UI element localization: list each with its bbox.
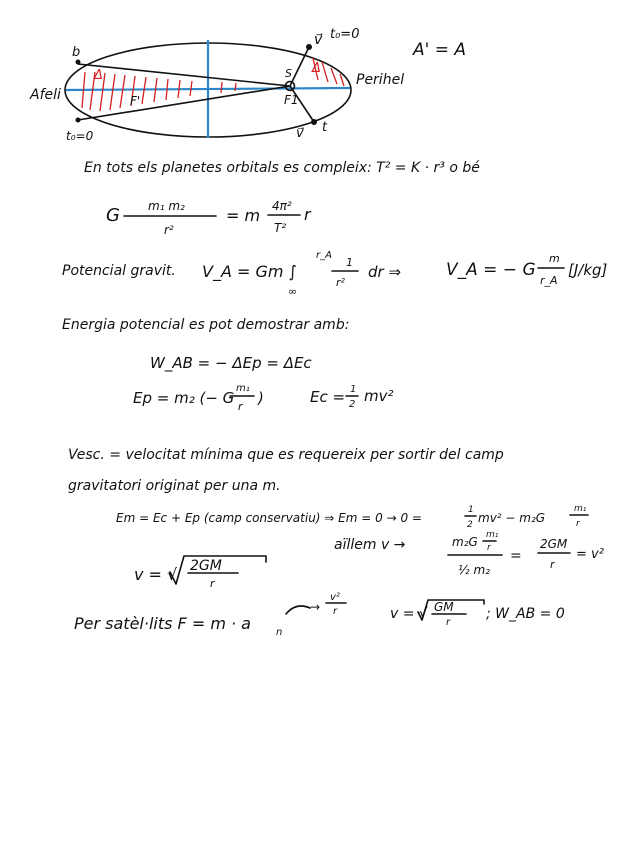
svg-text:; W_AB = 0: ; W_AB = 0 — [486, 606, 565, 622]
svg-text:v = √: v = √ — [134, 565, 178, 584]
label-velocity-bottom: v⃗ — [296, 126, 304, 141]
svg-text:aïllem v →: aïllem v → — [334, 537, 406, 553]
svg-text:r: r — [487, 543, 491, 553]
svg-text:r²: r² — [336, 276, 345, 289]
orbital-velocity — [390, 600, 565, 628]
svg-text:V_A = Gm ∫: V_A = Gm ∫ — [202, 262, 297, 281]
svg-text:m₁: m₁ — [486, 530, 499, 540]
svg-text:Potencial gravit.: Potencial gravit. — [62, 263, 176, 279]
label-t0-left: t₀=0 — [66, 129, 94, 143]
svg-text:1: 1 — [350, 384, 357, 395]
major-axis — [66, 88, 350, 90]
label-sun: S — [285, 67, 292, 80]
escape-velocity-root — [134, 556, 266, 590]
label-area-right: Δ — [312, 61, 321, 76]
svg-text:½ m₂: ½ m₂ — [458, 563, 490, 577]
svg-text:mv² − m₂G: mv² − m₂G — [478, 511, 546, 525]
svg-text:2: 2 — [349, 399, 356, 410]
planet-position-bottom-left — [76, 118, 81, 123]
area-hatch-left — [78, 64, 290, 120]
svg-text:∞: ∞ — [288, 285, 298, 298]
ep-ec-equations — [133, 383, 394, 413]
label-t0-top: t₀=0 — [330, 27, 360, 42]
svg-text:r: r — [238, 400, 243, 413]
work-equation: W_AB = − ΔEp = ΔEc — [150, 354, 312, 372]
svg-text:4π²: 4π² — [272, 199, 292, 213]
label-focus: F1 — [284, 93, 299, 107]
energy-heading: Energia potencial es pot demostrar amb: — [62, 317, 350, 333]
svg-text:G: G — [106, 205, 120, 226]
svg-text:v = √: v = √ — [390, 606, 428, 622]
svg-text:r_A: r_A — [540, 274, 558, 287]
svg-text:Em = Ec + Ep (camp conservatiu: Em = Ec + Ep (camp conservatiu) ⇒ Em = 0 → 0 = — [116, 511, 422, 525]
svg-text:[J/kg]: [J/kg] — [568, 261, 608, 279]
escape-velocity-definition: Vesc. = velocitat mínima que es requereix per sortir del camp — [68, 447, 504, 463]
svg-text:V_A = − G: V_A = − G — [446, 260, 536, 280]
svg-text:m: m — [549, 252, 560, 265]
svg-text:): ) — [258, 389, 264, 407]
svg-text:r_A: r_A — [316, 250, 332, 261]
svg-text:mv²: mv² — [364, 387, 394, 405]
label-velocity-top: v⃗ — [314, 32, 323, 48]
svg-text:m₁ m₂: m₁ m₂ — [148, 199, 185, 213]
svg-text:1: 1 — [468, 505, 474, 515]
svg-text:1: 1 — [346, 256, 353, 269]
label-perihel: Perihel — [356, 72, 405, 88]
svg-text:r: r — [550, 558, 555, 571]
label-t-bottom: t — [322, 120, 328, 135]
svg-text:r: r — [304, 205, 311, 224]
escape-velocity-definition-2: gravitatori originat per una m. — [68, 478, 281, 494]
svg-text:= m: = m — [226, 206, 261, 225]
svg-text:m₁: m₁ — [236, 383, 250, 394]
label-area-left: Δ — [94, 68, 103, 83]
svg-text:Ec =: Ec = — [310, 388, 346, 406]
svg-text:v²: v² — [330, 592, 340, 603]
svg-text:Ep = m₂ (− G: Ep = m₂ (− G — [133, 389, 235, 407]
kepler-law: En tots els planetes orbitals es compleix: T² = K · r³ o bé — [84, 160, 480, 176]
svg-text:2: 2 — [467, 520, 473, 530]
svg-text:→: → — [310, 600, 321, 614]
planet-position-top-left — [76, 60, 81, 65]
planet-position-top-right — [306, 44, 312, 50]
svg-text:T²: T² — [274, 221, 287, 235]
mechanical-energy-equation — [116, 504, 588, 530]
satellite-equation — [74, 592, 346, 638]
potential-equation — [62, 250, 608, 298]
label-area-equality: A' = A — [413, 40, 466, 60]
svg-text:r: r — [576, 519, 580, 529]
gravity-equation — [106, 199, 312, 237]
svg-text:Per satèl·lits F = m · a: Per satèl·lits F = m · a — [74, 614, 251, 633]
svg-text:GM: GM — [434, 600, 454, 614]
label-b: b — [72, 45, 81, 60]
orbit-diagram — [29, 27, 466, 143]
svg-text:2GM: 2GM — [190, 558, 222, 574]
label-focus-left: F' — [130, 94, 141, 108]
svg-text:r: r — [446, 617, 451, 628]
svg-text:2GM: 2GM — [540, 537, 568, 551]
svg-text:m₁: m₁ — [574, 504, 587, 514]
svg-text:n: n — [276, 627, 283, 638]
label-afeli: Afeli — [30, 87, 61, 103]
svg-text:=: = — [510, 548, 522, 564]
svg-text:r: r — [210, 577, 215, 590]
planet-position-bottom-right — [311, 119, 317, 125]
svg-text:r: r — [333, 606, 338, 617]
svg-text:m₂G: m₂G — [452, 535, 478, 549]
isolate-velocity — [334, 530, 604, 577]
svg-text:dr ⇒: dr ⇒ — [368, 263, 402, 281]
svg-text:= v²: = v² — [576, 547, 604, 562]
svg-text:r²: r² — [164, 223, 174, 237]
